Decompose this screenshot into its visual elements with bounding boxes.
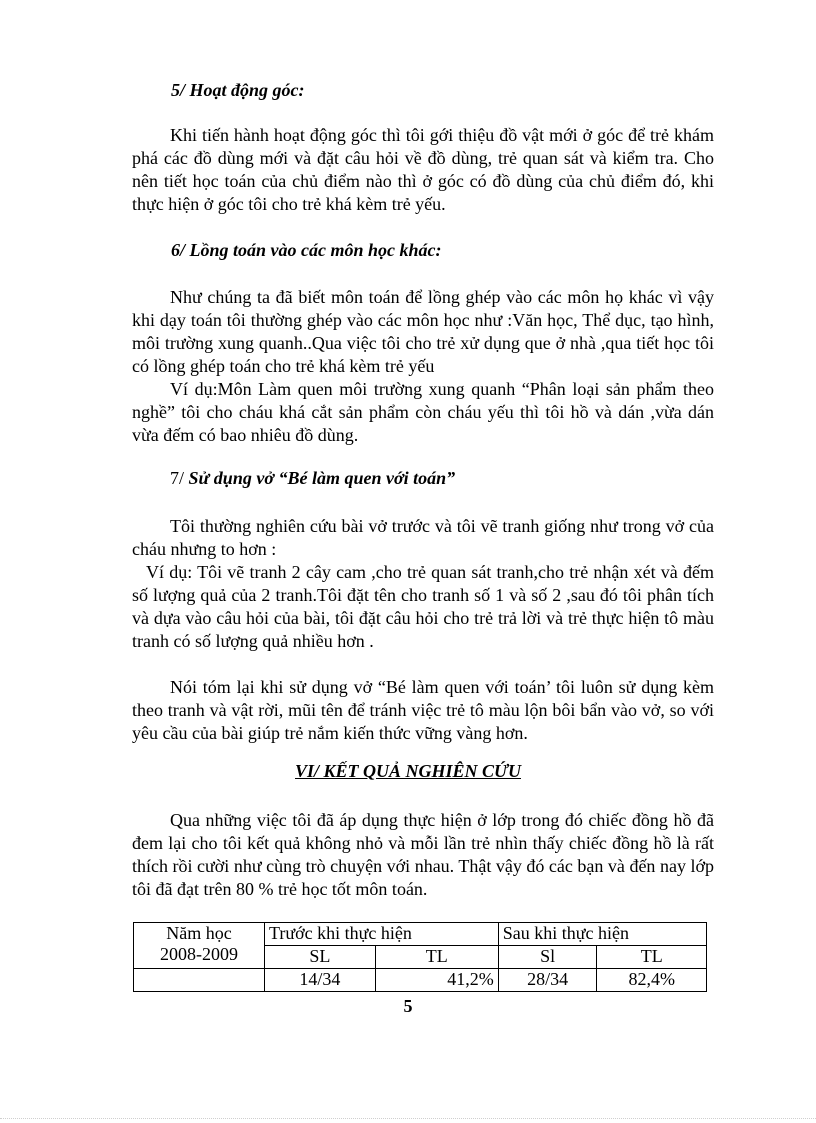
paragraph-section-6-b: Ví dụ:Môn Làm quen môi trường xung quanh “Phân loại sản phẩm theo nghề” tôi cho cháu khá cắt sản phẩm còn cháu yếu thì tôi hồ và dán ,vừa dán vừa đếm có bao nhiêu đồ dùng.	[132, 379, 714, 445]
table-header-before: Trước khi thực hiện	[265, 923, 499, 946]
heading-section-5: 5/ Hoạt động góc:	[171, 80, 305, 100]
table-header-after: Sau khi thực hiện	[498, 923, 706, 946]
table-cell-empty	[134, 969, 265, 992]
year-value: 2008-2009	[160, 944, 238, 964]
paragraph-section-6-a: Như chúng ta đã biết môn toán để lồng ghép vào các môn họ khác vì vậy khi dạy toán tôi thường ghép vào các môn học như :Văn học, Thể dục, tạo hình, môi trường xung quanh..Qua việc tôi cho trẻ xử dụng que ở nhà ,qua tiết học tôi có lồng ghép toán cho trẻ khá kèm trẻ yếu	[132, 287, 714, 376]
results-section-title: VI/ KẾT QUẢ NGHIÊN CỨU	[295, 761, 521, 781]
table-cell-year	[134, 923, 265, 969]
table-header-after-sl: Sl	[498, 946, 597, 969]
paragraph-section-7-c: Nói tóm lại khi sử dụng vở “Bé làm quen với toán’ tôi luôn sử dụng kèm theo tranh và vật rời, mũi tên để tránh việc trẻ tô màu lộn bôi bẩn vào vở, so với yêu cầu của bài giúp trẻ nắm kiến thức vững vàng hơn.	[132, 677, 714, 743]
paragraph-section-7-b: Ví dụ: Tôi vẽ tranh 2 cây cam ,cho trẻ quan sát tranh,cho trẻ nhận xét và đếm số lượng quả của 2 tranh.Tôi đặt tên cho tranh số 1 và số 2 ,sau đó tôi phân tích và dựa vào câu hỏi của bài, tôi đặt câu hỏi cho trẻ trả lời và trẻ thực hiện tô màu tranh có số lượng quả nhiều hơn .	[132, 562, 714, 651]
page-number: 5	[403, 996, 413, 1016]
results-table	[133, 922, 707, 992]
heading-section-7	[170, 468, 455, 489]
year-label: Năm học	[166, 923, 232, 943]
results-paragraph: Qua những việc tôi đã áp dụng thực hiện ở lớp trong đó chiếc đồng hồ đã đem lại cho tôi kết quả không nhỏ và mỗi lần trẻ nhìn thấy chiếc đồng hồ là rất thích rồi cười như cùng trò chuyện với nhau. Thật vậy đó các bạn và đến nay lớp tôi đã đạt trên 80 % trẻ học tốt môn toán.	[132, 810, 714, 899]
heading-section-7-number: 7/	[170, 468, 185, 488]
table-cell-after-sl: 28/34	[498, 969, 597, 992]
table-cell-after-tl: 82,4%	[597, 969, 707, 992]
table-header-after-tl: TL	[597, 946, 707, 969]
table-cell-before-tl: 41,2%	[375, 969, 498, 992]
table-header-before-sl: SL	[265, 946, 376, 969]
heading-section-6: 6/ Lồng toán vào các môn học khác:	[171, 240, 442, 260]
table-header-before-tl: TL	[375, 946, 498, 969]
paragraph-section-5: Khi tiến hành hoạt động góc thì tôi gới thiệu đồ vật mới ở góc để trẻ khám phá các đồ dùng mới và đặt câu hỏi về đồ dùng, trẻ quan sát và kiểm tra. Cho nên tiết học toán của chủ điểm nào thì ở góc có đồ dùng của chủ điểm đó, khi thực hiện ở góc tôi cho trẻ khá kèm trẻ yếu.	[132, 125, 714, 214]
paragraph-section-7-a: Tôi thường nghiên cứu bài vở trước và tôi vẽ tranh giống như trong vở của cháu nhưng to hơn :	[132, 516, 714, 559]
bottom-divider	[0, 1118, 816, 1119]
heading-section-7-text: Sử dụng vở “Bé làm quen với toán”	[188, 468, 456, 488]
table-row	[134, 969, 707, 992]
table-row	[134, 923, 707, 946]
table-cell-before-sl: 14/34	[265, 969, 376, 992]
